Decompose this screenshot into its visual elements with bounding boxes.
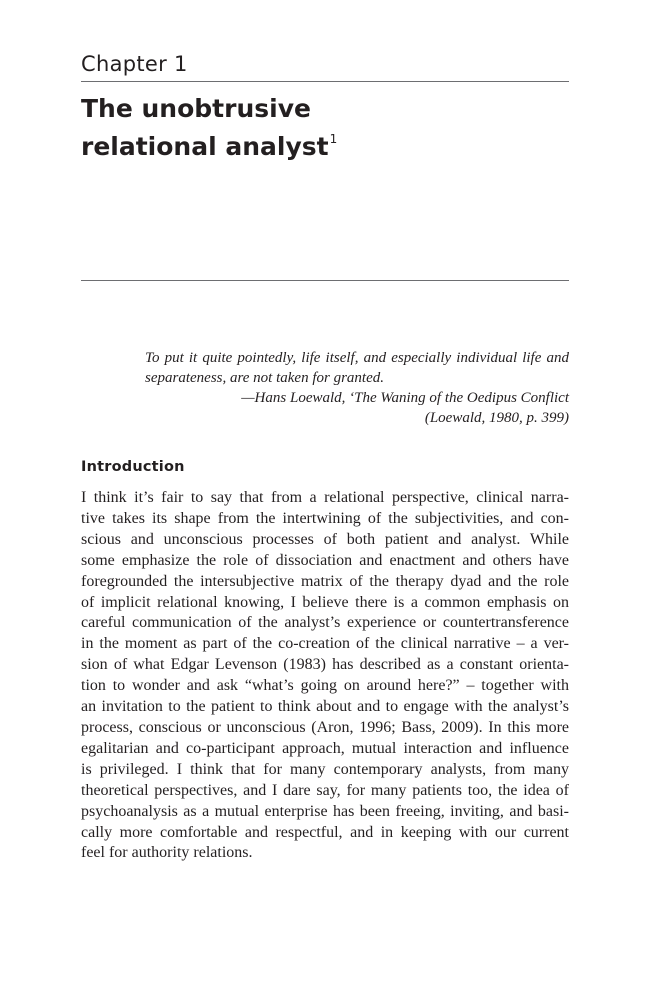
chapter-title-line-1: The unobtrusive — [81, 94, 311, 123]
top-rule — [81, 81, 569, 82]
epigraph — [145, 348, 569, 428]
body-line: of implicit relational knowing, I believe there is a common emphasis on — [81, 593, 569, 611]
chapter-label: Chapter 1 — [81, 52, 188, 76]
body-line: some emphasize the role of dissociation and enactment and others have — [81, 551, 569, 569]
body-line: theoretical perspectives, and I dare say, for many patients too, the idea of — [81, 781, 569, 799]
body-paragraph — [81, 488, 569, 864]
body-line: tive takes its shape from the intertwining of the subjectivities, and con- — [81, 509, 569, 527]
body-line: psychoanalysis as a mutual enterprise has been freeing, inviting, and basi- — [81, 802, 569, 820]
epigraph-quote-line-2: separateness, are not taken for granted. — [145, 370, 384, 386]
epigraph-quote-line-1: To put it quite pointedly, life itself, and especially individual life and — [145, 350, 569, 366]
section-heading: Introduction — [81, 459, 185, 475]
footnote-mark[interactable]: 1 — [329, 132, 338, 146]
epigraph-attribution-line-2: (Loewald, 1980, p. 399) — [424, 410, 569, 426]
body-line: careful communication of the analyst’s experience or countertransference — [81, 614, 569, 632]
chapter-title — [81, 94, 337, 162]
chapter-title-line-2-text: relational analyst — [81, 132, 329, 161]
body-line: egalitarian and co-participant approach, mutual interaction and influence — [81, 739, 569, 757]
body-line: tion to wonder and ask “what’s going on around here?” – together with — [81, 677, 569, 695]
body-line: I think it’s fair to say that from a relational perspective, clinical narra- — [81, 489, 569, 506]
body-line: foregrounded the intersubjective matrix of the therapy dyad and the role — [81, 572, 569, 590]
body-line: scious and unconscious processes of both patient and analyst. While — [81, 530, 569, 548]
body-line: sion of what Edgar Levenson (1983) has described as a constant orienta- — [81, 656, 569, 674]
body-line: an invitation to the patient to think about and to engage with the analyst’s — [81, 698, 569, 716]
body-line: feel for authority relations. — [81, 844, 253, 862]
body-line: is privileged. I think that for many contemporary analysts, from many — [81, 760, 569, 778]
chapter-title-line-2 — [81, 124, 337, 162]
epigraph-attribution-line-1: —Hans Loewald, ‘The Waning of the Oedipus Conflict — [241, 390, 569, 406]
body-line: cally more comfortable and respectful, and in keeping with our current — [81, 823, 569, 841]
body-line: in the moment as part of the co-creation of the clinical narrative – a ver- — [81, 635, 569, 653]
body-line: process, conscious or unconscious (Aron, 1996; Bass, 2009). In this more — [81, 718, 569, 736]
bottom-rule — [81, 280, 569, 281]
